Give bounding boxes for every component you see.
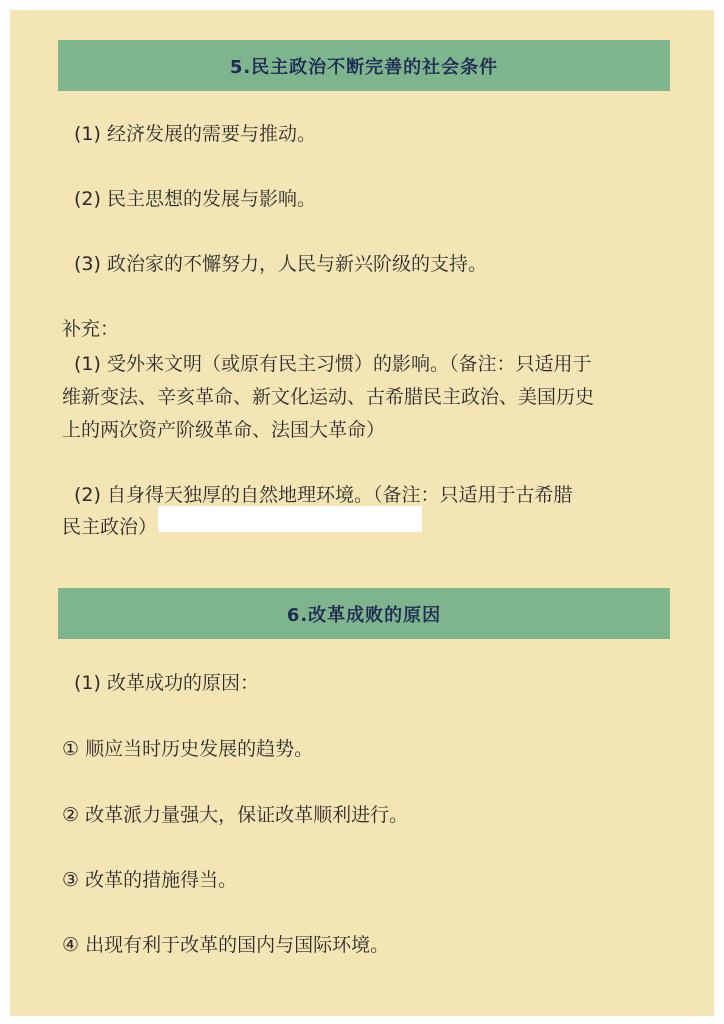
supplement-label: 补充： <box>62 318 120 340</box>
supplement-line: (2) 自身得天独厚的自然地理环境。（备注：只适用于古希腊 <box>74 484 573 506</box>
supplement-line: (1) 受外来文明（或原有民主习惯）的影响。（备注：只适用于 <box>74 353 592 375</box>
list-item: (3) 政治家的不懈努力，人民与新兴阶级的支持。 <box>74 253 487 275</box>
supplement-line: 民主政治） <box>62 516 158 538</box>
list-item: (1) 经济发展的需要与推动。 <box>74 123 316 145</box>
list-item: (1) 改革成功的原因： <box>74 672 259 694</box>
list-item: ① 顺应当时历史发展的趋势。 <box>62 738 314 760</box>
section-title: 5.民主政治不断完善的社会条件 <box>229 56 499 78</box>
page <box>10 10 714 1016</box>
list-item: (2) 民主思想的发展与影响。 <box>74 188 316 210</box>
section-header-6 <box>58 588 670 639</box>
list-item: ③ 改革的措施得当。 <box>62 869 238 891</box>
section-header-5 <box>58 40 670 91</box>
supplement-line: 维新变法、辛亥革命、新文化运动、古希腊民主政治、美国历史 <box>62 386 595 408</box>
supplement-line: 上的两次资产阶级革命、法国大革命） <box>62 419 386 441</box>
list-item: ④ 出现有利于改革的国内与国际环境。 <box>62 934 390 956</box>
list-item: ② 改革派力量强大，保证改革顺利进行。 <box>62 804 409 826</box>
section-title: 6.改革成败的原因 <box>286 604 442 626</box>
redaction-box <box>158 506 422 532</box>
